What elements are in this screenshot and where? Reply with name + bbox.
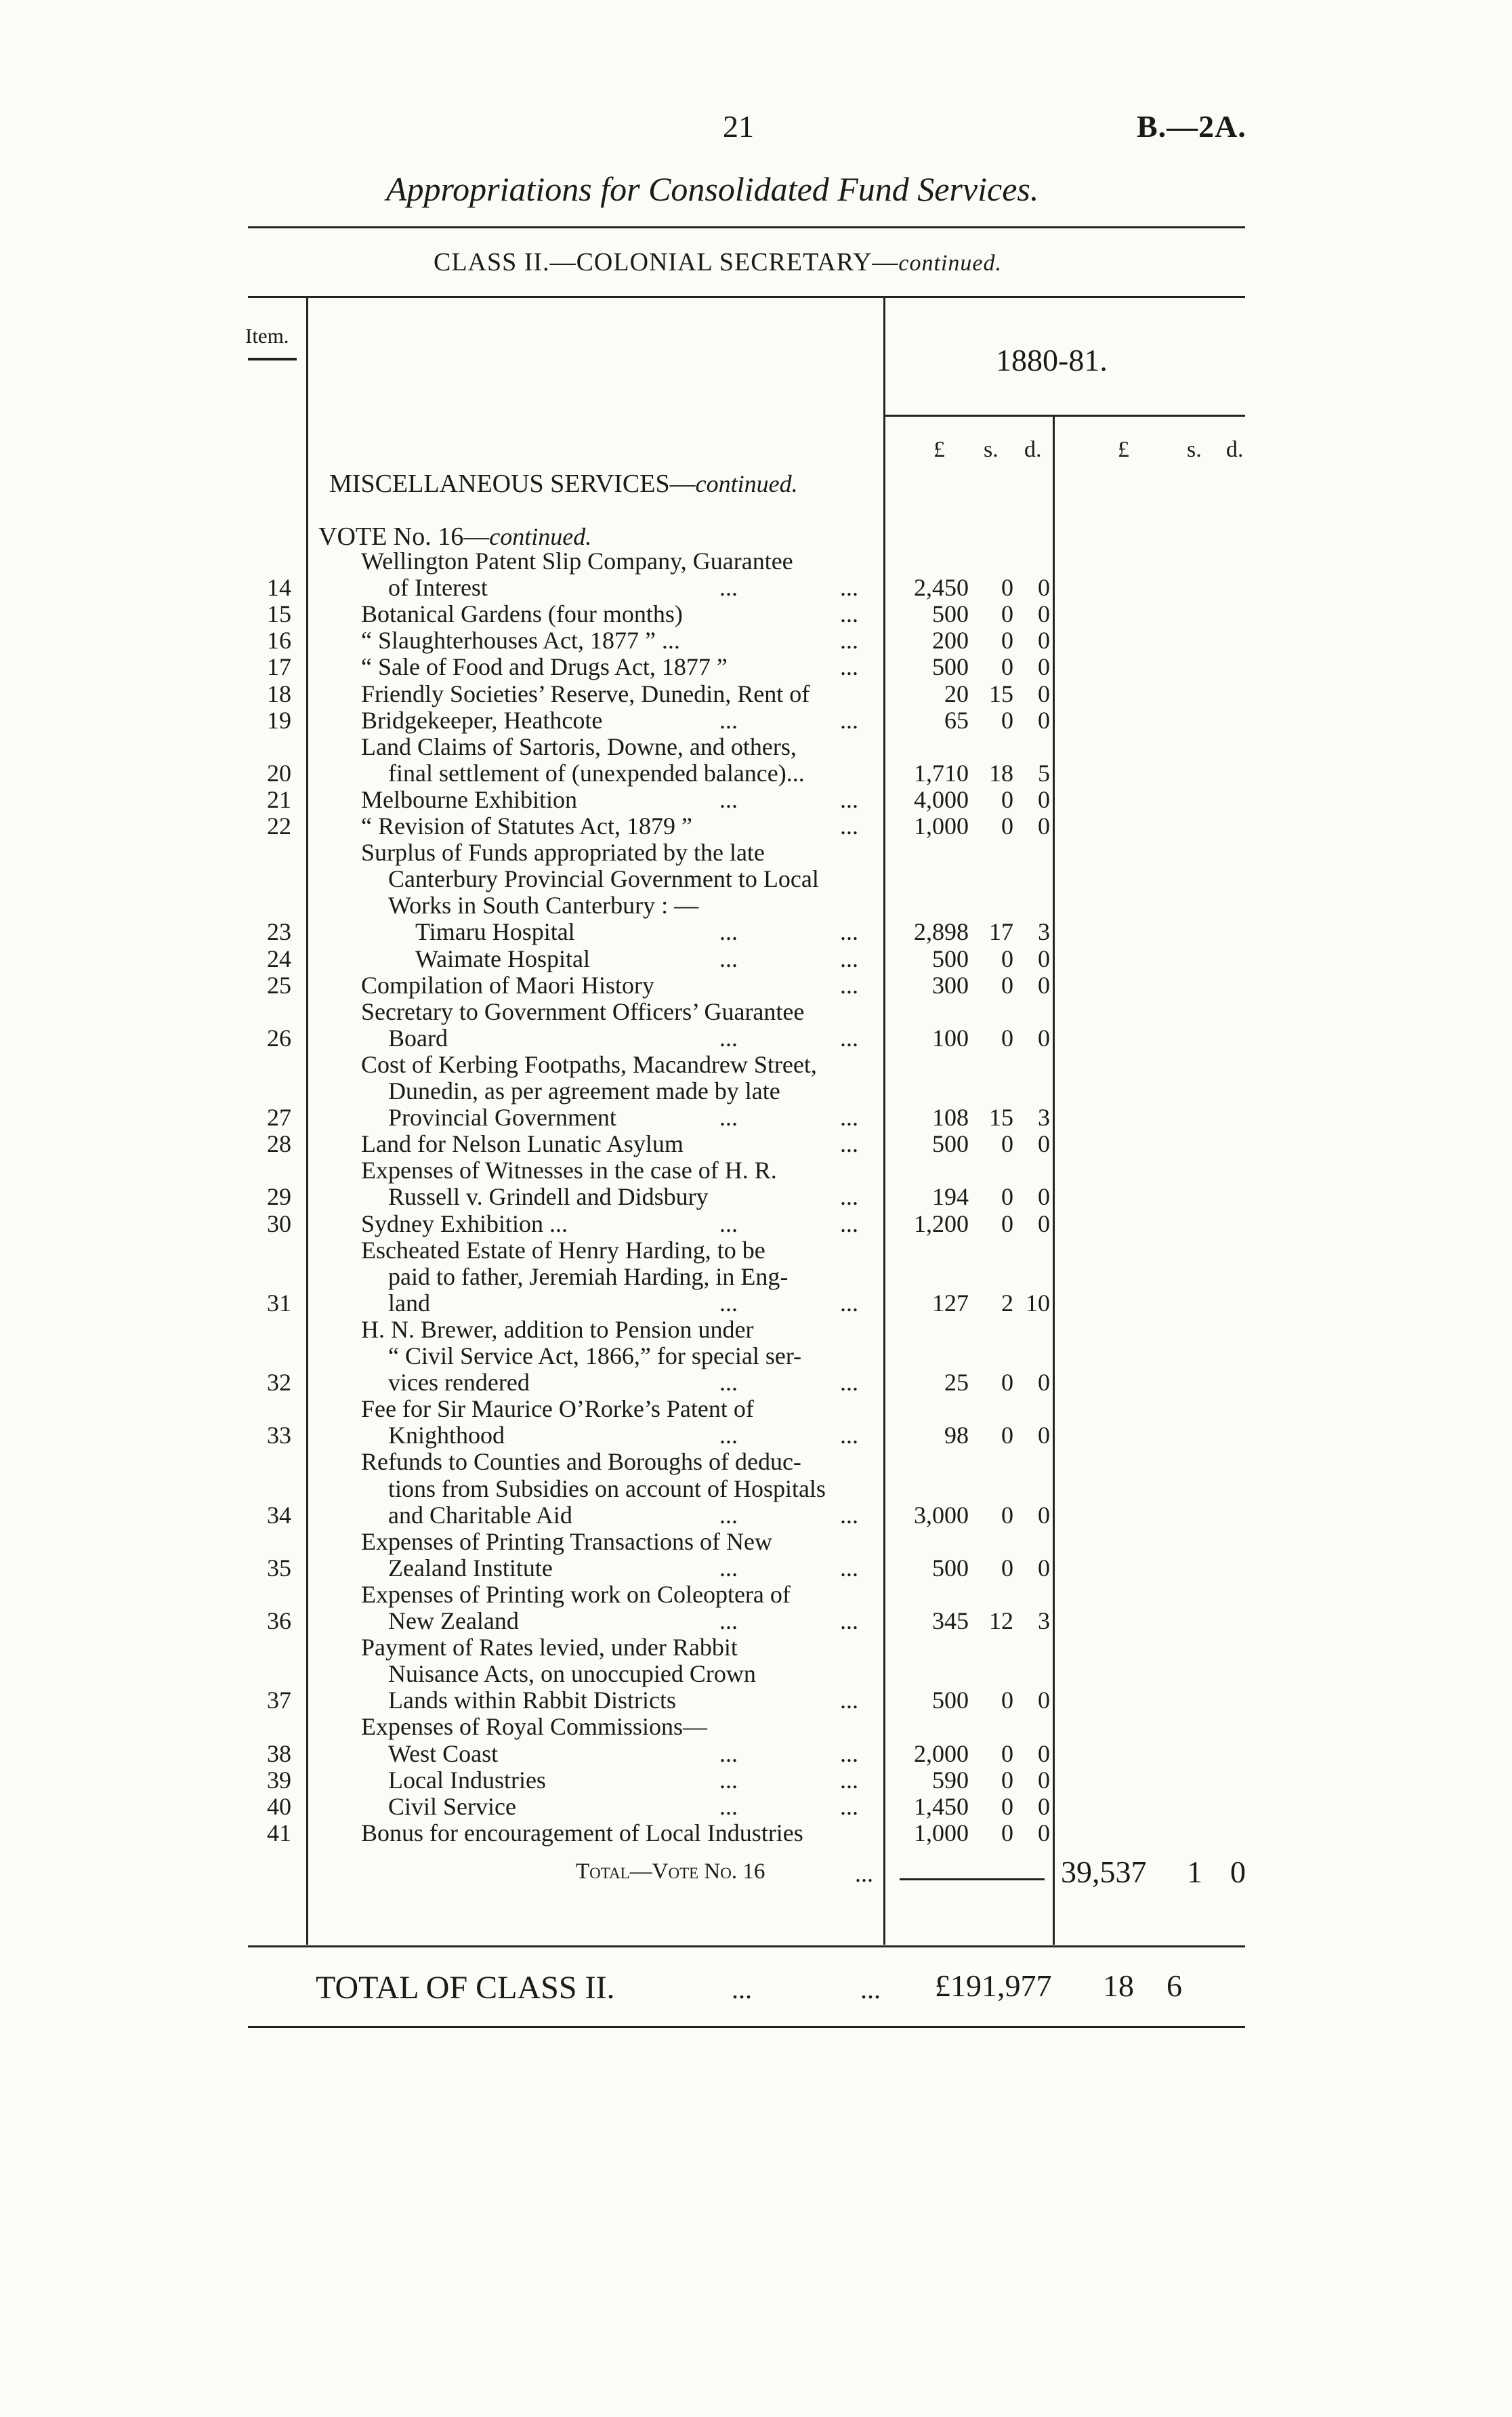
amount-pounds: 2,000 bbox=[914, 1739, 969, 1767]
amount-shillings: 0 bbox=[1001, 627, 1013, 655]
amount-pounds: 2,898 bbox=[914, 918, 969, 946]
list-item bbox=[0, 812, 1512, 840]
item-description: Canterbury Provincial Government to Local bbox=[388, 865, 819, 893]
item-number: 24 bbox=[267, 945, 291, 972]
leader-dots: ... bbox=[719, 1024, 738, 1052]
amount-shillings: 0 bbox=[1001, 1422, 1013, 1449]
amount-pence: 0 bbox=[1038, 785, 1050, 813]
list-item bbox=[0, 1793, 1512, 1820]
amount-shillings: 18 bbox=[989, 759, 1013, 787]
amount-pounds: 500 bbox=[932, 1687, 969, 1714]
section-heading-suffix: continued. bbox=[695, 470, 798, 497]
amount-pounds: 200 bbox=[932, 627, 969, 655]
vote-total-pence: 0 bbox=[1230, 1855, 1246, 1889]
list-item bbox=[0, 1183, 1512, 1210]
leader-dots: ... bbox=[840, 706, 858, 734]
item-description: Land for Nelson Lunatic Asylum bbox=[361, 1130, 684, 1158]
item-description: West Coast bbox=[388, 1739, 499, 1767]
class-total-amount: £191,977 bbox=[935, 1968, 1052, 2003]
amount-shillings: 0 bbox=[1001, 1024, 1013, 1052]
item-description: vices rendered bbox=[388, 1369, 530, 1397]
amount-shillings: 0 bbox=[1001, 945, 1013, 972]
class-total-pence: 6 bbox=[1167, 1968, 1182, 2003]
amount-pounds: 1,450 bbox=[914, 1792, 969, 1820]
item-number: 39 bbox=[267, 1766, 291, 1794]
item-number: 14 bbox=[267, 574, 291, 602]
section-heading bbox=[329, 469, 798, 499]
amount-pence: 5 bbox=[1038, 759, 1050, 787]
leader-dots: ... bbox=[840, 1766, 858, 1794]
leader-dots: ... bbox=[719, 1422, 738, 1449]
item-description: Dunedin, as per agreement made by late bbox=[388, 1077, 780, 1104]
item-description: Payment of Rates levied, under Rabbit bbox=[361, 1634, 738, 1661]
list-item bbox=[0, 972, 1512, 999]
item-description: Wellington Patent Slip Company, Guarantee bbox=[361, 548, 793, 575]
leader-dots: ... bbox=[840, 1792, 858, 1820]
list-item bbox=[0, 1422, 1512, 1449]
list-item bbox=[0, 1687, 1512, 1714]
amount-pounds: 500 bbox=[932, 653, 969, 681]
item-number: 19 bbox=[267, 706, 291, 734]
list-item bbox=[0, 1104, 1512, 1131]
leader-dots: ... bbox=[719, 1766, 738, 1794]
leader-dots: ... bbox=[840, 627, 858, 655]
item-description: Bridgekeeper, Heathcote bbox=[361, 706, 603, 734]
list-item bbox=[0, 1819, 1512, 1846]
leader-dots: ... bbox=[840, 1024, 858, 1052]
list-item bbox=[0, 1395, 1512, 1422]
amount-pence: 3 bbox=[1038, 1104, 1050, 1132]
item-number: 32 bbox=[267, 1369, 291, 1397]
leader-dots: ... bbox=[840, 945, 858, 972]
amount-pence: 0 bbox=[1038, 1501, 1050, 1529]
amount-shillings: 0 bbox=[1001, 812, 1013, 840]
list-item bbox=[0, 1713, 1512, 1740]
list-item bbox=[0, 1210, 1512, 1237]
amount-shillings: 0 bbox=[1001, 1369, 1013, 1397]
leader-dots: ... bbox=[840, 1104, 858, 1132]
amount-shillings: 0 bbox=[1001, 971, 1013, 999]
amount-pounds: 194 bbox=[932, 1183, 969, 1211]
amount-pence: 0 bbox=[1038, 600, 1050, 628]
list-item bbox=[0, 548, 1512, 575]
item-description: “ Sale of Food and Drugs Act, 1877 ” bbox=[361, 653, 728, 681]
list-item bbox=[0, 1289, 1512, 1317]
leader-dots: ... bbox=[840, 812, 858, 840]
amount-pounds: 65 bbox=[944, 706, 969, 734]
amount-shillings: 0 bbox=[1001, 1739, 1013, 1767]
list-item bbox=[0, 1740, 1512, 1767]
class-total-dots-2: ... bbox=[860, 1974, 881, 2004]
section-heading-main: MISCELLANEOUS SERVICES— bbox=[329, 470, 696, 498]
leader-dots: ... bbox=[719, 785, 738, 813]
list-item bbox=[0, 1607, 1512, 1634]
leader-dots: ... bbox=[840, 1607, 858, 1634]
amount-pence: 0 bbox=[1038, 1422, 1050, 1449]
amount-pence: 0 bbox=[1038, 1130, 1050, 1158]
leader-dots: ... bbox=[840, 574, 858, 602]
list-item bbox=[0, 653, 1512, 680]
amount-shillings: 2 bbox=[1001, 1289, 1013, 1317]
amount-pounds: 1,000 bbox=[914, 812, 969, 840]
leader-dots: ... bbox=[840, 600, 858, 628]
amount-pounds: 127 bbox=[932, 1289, 969, 1317]
item-description: Botanical Gardens (four months) bbox=[361, 600, 683, 628]
amount-pence: 0 bbox=[1038, 1369, 1050, 1397]
item-description: Works in South Canterbury : — bbox=[388, 892, 699, 920]
amount-shillings: 0 bbox=[1001, 1792, 1013, 1820]
list-item bbox=[0, 1316, 1512, 1343]
item-description: Civil Service bbox=[388, 1792, 516, 1820]
leader-dots: ... bbox=[840, 653, 858, 681]
amount-pence: 0 bbox=[1038, 1210, 1050, 1237]
item-number: 29 bbox=[267, 1183, 291, 1211]
amount-pence: 0 bbox=[1038, 945, 1050, 972]
pence-total-header: d. bbox=[1226, 437, 1244, 462]
vote-heading-main: VOTE No. 16— bbox=[318, 522, 490, 551]
amount-shillings: 0 bbox=[1001, 1819, 1013, 1846]
amount-pence: 0 bbox=[1038, 812, 1050, 840]
list-item bbox=[0, 574, 1512, 601]
amount-pounds: 2,450 bbox=[914, 574, 969, 602]
list-item bbox=[0, 1767, 1512, 1794]
list-item bbox=[0, 865, 1512, 892]
leader-dots: ... bbox=[719, 1369, 738, 1397]
leader-dots: ... bbox=[840, 1130, 858, 1158]
amount-pounds: 4,000 bbox=[914, 785, 969, 813]
leader-dots: ... bbox=[840, 1183, 858, 1211]
amount-pounds: 3,000 bbox=[914, 1501, 969, 1529]
amount-shillings: 0 bbox=[1001, 1687, 1013, 1714]
item-description: Escheated Estate of Henry Harding, to be bbox=[361, 1236, 765, 1264]
list-item bbox=[0, 1554, 1512, 1582]
class-total-rule bbox=[248, 2026, 1245, 2028]
pound-total-header: £ bbox=[1118, 437, 1129, 462]
list-item bbox=[0, 1369, 1512, 1396]
item-description: Expenses of Printing work on Coleoptera of bbox=[361, 1580, 791, 1608]
vote-heading-suffix: continued. bbox=[489, 523, 592, 550]
item-number: 23 bbox=[267, 918, 291, 946]
item-description: Board bbox=[388, 1024, 448, 1052]
amount-pence: 0 bbox=[1038, 627, 1050, 655]
amount-shillings: 0 bbox=[1001, 706, 1013, 734]
list-item bbox=[0, 1051, 1512, 1078]
amount-pounds: 345 bbox=[932, 1607, 969, 1634]
shillings-total-header: s. bbox=[1187, 437, 1202, 462]
leader-dots: ... bbox=[840, 1501, 858, 1529]
item-description: “ Revision of Statutes Act, 1879 ” bbox=[361, 812, 692, 840]
amount-pounds: 1,000 bbox=[914, 1819, 969, 1846]
list-item bbox=[0, 707, 1512, 734]
leader-dots: ... bbox=[719, 1104, 738, 1132]
leader-dots: ... bbox=[840, 785, 858, 813]
leader-dots: ... bbox=[719, 1210, 738, 1237]
item-description: Expenses of Witnesses in the case of H. R. bbox=[361, 1157, 777, 1184]
item-number: 33 bbox=[267, 1422, 291, 1449]
item-description: land bbox=[388, 1289, 430, 1317]
amount-shillings: 0 bbox=[1001, 1554, 1013, 1582]
amount-pence: 0 bbox=[1038, 653, 1050, 681]
amount-pounds: 500 bbox=[932, 945, 969, 972]
amount-shillings: 0 bbox=[1001, 1183, 1013, 1211]
leader-dots: ... bbox=[840, 1289, 858, 1317]
amount-shillings: 12 bbox=[989, 1607, 1013, 1634]
leader-dots: ... bbox=[719, 1792, 738, 1820]
vote-total-shillings: 1 bbox=[1187, 1855, 1202, 1889]
item-description: Land Claims of Sartoris, Downe, and others, bbox=[361, 732, 797, 760]
item-description: of Interest bbox=[388, 574, 488, 602]
list-item bbox=[0, 1475, 1512, 1502]
amount-shillings: 0 bbox=[1001, 1501, 1013, 1529]
leader-dots: ... bbox=[840, 1422, 858, 1449]
amount-pounds: 1,710 bbox=[914, 759, 969, 787]
list-item bbox=[0, 839, 1512, 866]
leader-dots: ... bbox=[719, 1501, 738, 1529]
amount-pounds: 300 bbox=[932, 971, 969, 999]
list-item bbox=[0, 1448, 1512, 1475]
leader-dots: ... bbox=[719, 945, 738, 972]
item-number: 21 bbox=[267, 785, 291, 813]
leader-dots: ... bbox=[840, 1739, 858, 1767]
item-description: “ Slaughterhouses Act, 1877 ” ... bbox=[361, 627, 680, 655]
item-number: 37 bbox=[267, 1687, 291, 1714]
amount-shillings: 0 bbox=[1001, 1210, 1013, 1237]
list-item bbox=[0, 1025, 1512, 1052]
item-description: Expenses of Printing Transactions of New bbox=[361, 1527, 772, 1555]
item-number: 28 bbox=[267, 1130, 291, 1158]
pound-header: £ bbox=[933, 437, 945, 462]
list-item bbox=[0, 1581, 1512, 1608]
item-description: Waimate Hospital bbox=[415, 945, 591, 972]
item-description: paid to father, Jeremiah Harding, in Eng- bbox=[388, 1262, 789, 1290]
class-total-shillings: 18 bbox=[1103, 1968, 1134, 2003]
item-number: 31 bbox=[267, 1289, 291, 1317]
item-description: Timaru Hospital bbox=[415, 918, 575, 946]
vote-total-dash bbox=[900, 1878, 1045, 1880]
amount-pence: 0 bbox=[1038, 1554, 1050, 1582]
item-description: Surplus of Funds appropriated by the late bbox=[361, 839, 765, 867]
item-description: Friendly Societies’ Reserve, Dunedin, Rent of bbox=[361, 680, 810, 707]
class-heading-main: CLASS II.—COLONIAL SECRETARY— bbox=[434, 248, 899, 276]
item-description: H. N. Brewer, addition to Pension under bbox=[361, 1315, 754, 1343]
class-heading-suffix: continued. bbox=[898, 251, 1002, 276]
leader-dots: ... bbox=[719, 1289, 738, 1317]
item-number: 40 bbox=[267, 1792, 291, 1820]
amount-pence: 10 bbox=[1026, 1289, 1050, 1317]
list-item bbox=[0, 733, 1512, 760]
leader-dots: ... bbox=[719, 1607, 738, 1634]
item-header-rule bbox=[248, 358, 297, 360]
list-item bbox=[0, 998, 1512, 1025]
class-total-dots: ... bbox=[732, 1974, 752, 2004]
amount-pounds: 500 bbox=[932, 1554, 969, 1582]
table-top-rule bbox=[248, 296, 1245, 298]
item-number: 34 bbox=[267, 1501, 291, 1529]
list-item bbox=[0, 892, 1512, 919]
item-description: Local Industries bbox=[388, 1766, 546, 1794]
class-heading bbox=[434, 247, 1002, 277]
list-item bbox=[0, 680, 1512, 707]
vote-total-dots: ... bbox=[855, 1860, 873, 1887]
list-item bbox=[0, 600, 1512, 627]
amount-shillings: 15 bbox=[989, 1104, 1013, 1132]
amount-pounds: 1,200 bbox=[914, 1210, 969, 1237]
class-total-label: TOTAL OF CLASS II. bbox=[316, 1970, 615, 2006]
item-description: “ Civil Service Act, 1866,” for special ser- bbox=[388, 1342, 802, 1369]
item-number: 20 bbox=[267, 759, 291, 787]
list-item bbox=[0, 1528, 1512, 1555]
amount-pence: 0 bbox=[1038, 1792, 1050, 1820]
item-number: 27 bbox=[267, 1104, 291, 1132]
item-number: 30 bbox=[267, 1210, 291, 1237]
amount-shillings: 0 bbox=[1001, 600, 1013, 628]
amount-shillings: 0 bbox=[1001, 1766, 1013, 1794]
table-bottom-rule bbox=[248, 1945, 1245, 1947]
list-item bbox=[0, 1660, 1512, 1687]
leader-dots: ... bbox=[840, 918, 858, 946]
list-item bbox=[0, 1157, 1512, 1184]
list-item bbox=[0, 1263, 1512, 1290]
title-rule bbox=[248, 226, 1245, 228]
leader-dots: ... bbox=[719, 706, 738, 734]
amount-pence: 3 bbox=[1038, 1607, 1050, 1634]
list-item bbox=[0, 1342, 1512, 1369]
amount-pence: 0 bbox=[1038, 1183, 1050, 1211]
item-description: Knighthood bbox=[388, 1422, 505, 1449]
item-number: 26 bbox=[267, 1024, 291, 1052]
item-column-header: Item. bbox=[245, 324, 289, 348]
page-number: 21 bbox=[723, 109, 754, 144]
list-item bbox=[0, 627, 1512, 654]
list-item bbox=[0, 1634, 1512, 1661]
list-item bbox=[0, 1237, 1512, 1264]
list-item bbox=[0, 1502, 1512, 1529]
amount-pounds: 25 bbox=[944, 1369, 969, 1397]
item-description: Fee for Sir Maurice O’Rorke’s Patent of bbox=[361, 1395, 754, 1423]
amount-pounds: 108 bbox=[932, 1104, 969, 1132]
amount-pence: 0 bbox=[1038, 1739, 1050, 1767]
item-description: Bonus for encouragement of Local Industries bbox=[361, 1819, 803, 1846]
leader-dots: ... bbox=[840, 1210, 858, 1237]
item-description: tions from Subsidies on account of Hospitals bbox=[388, 1474, 826, 1502]
item-number: 36 bbox=[267, 1607, 291, 1634]
amount-pence: 0 bbox=[1038, 1766, 1050, 1794]
vote-total-pounds: 39,537 bbox=[1061, 1855, 1147, 1889]
item-description: Provincial Government bbox=[388, 1104, 616, 1132]
amount-shillings: 0 bbox=[1001, 653, 1013, 681]
item-number: 38 bbox=[267, 1739, 291, 1767]
item-description: Refunds to Counties and Boroughs of deduc- bbox=[361, 1448, 801, 1476]
shillings-header: s. bbox=[984, 437, 999, 462]
vote-total-label: Total—Vote No. 16 bbox=[576, 1859, 765, 1884]
document-reference: B.—2A. bbox=[1137, 109, 1246, 144]
list-item bbox=[0, 1130, 1512, 1157]
list-item bbox=[0, 760, 1512, 787]
amount-pence: 0 bbox=[1038, 1687, 1050, 1714]
amount-pounds: 500 bbox=[932, 600, 969, 628]
amount-pence: 0 bbox=[1038, 1819, 1050, 1846]
item-description: New Zealand bbox=[388, 1607, 519, 1634]
leader-dots: ... bbox=[719, 1739, 738, 1767]
amount-pence: 3 bbox=[1038, 918, 1050, 946]
item-description: Sydney Exhibition ... bbox=[361, 1210, 568, 1237]
amount-shillings: 0 bbox=[1001, 574, 1013, 602]
leader-dots: ... bbox=[840, 1554, 858, 1582]
leader-dots: ... bbox=[719, 574, 738, 602]
item-description: Expenses of Royal Commissions— bbox=[361, 1713, 707, 1741]
item-description: Melbourne Exhibition bbox=[361, 785, 577, 813]
page-title: Appropriations for Consolidated Fund Services. bbox=[386, 170, 1039, 208]
leader-dots: ... bbox=[719, 1554, 738, 1582]
list-item bbox=[0, 1077, 1512, 1104]
item-number: 15 bbox=[267, 600, 291, 628]
list-item bbox=[0, 786, 1512, 813]
item-description: Compilation of Maori History bbox=[361, 971, 654, 999]
item-number: 41 bbox=[267, 1819, 291, 1846]
item-number: 35 bbox=[267, 1554, 291, 1582]
amount-pounds: 500 bbox=[932, 1130, 969, 1158]
item-number: 25 bbox=[267, 971, 291, 999]
item-description: Lands within Rabbit Districts bbox=[388, 1687, 676, 1714]
item-description: and Charitable Aid bbox=[388, 1501, 572, 1529]
year-rule bbox=[883, 415, 1245, 417]
amount-shillings: 0 bbox=[1001, 1130, 1013, 1158]
leader-dots: ... bbox=[840, 971, 858, 999]
amount-shillings: 15 bbox=[989, 680, 1013, 707]
amount-pence: 0 bbox=[1038, 574, 1050, 602]
amount-pence: 0 bbox=[1038, 1024, 1050, 1052]
leader-dots: ... bbox=[719, 918, 738, 946]
amount-pence: 0 bbox=[1038, 706, 1050, 734]
item-description: Secretary to Government Officers’ Guarantee bbox=[361, 997, 805, 1025]
amount-shillings: 0 bbox=[1001, 785, 1013, 813]
amount-pounds: 98 bbox=[944, 1422, 969, 1449]
amount-pounds: 590 bbox=[932, 1766, 969, 1794]
item-number: 17 bbox=[267, 653, 291, 681]
item-number: 18 bbox=[267, 680, 291, 707]
item-number: 22 bbox=[267, 812, 291, 840]
item-description: Nuisance Acts, on unoccupied Crown bbox=[388, 1660, 756, 1688]
list-item bbox=[0, 945, 1512, 972]
pence-header: d. bbox=[1024, 437, 1042, 462]
amount-pounds: 100 bbox=[932, 1024, 969, 1052]
item-description: Russell v. Grindell and Didsbury bbox=[388, 1183, 709, 1211]
item-description: final settlement of (unexpended balance)... bbox=[388, 759, 805, 787]
amount-pounds: 20 bbox=[944, 680, 969, 707]
amount-pence: 0 bbox=[1038, 971, 1050, 999]
amount-shillings: 17 bbox=[989, 918, 1013, 946]
item-description: Cost of Kerbing Footpaths, Macandrew Street, bbox=[361, 1050, 817, 1078]
leader-dots: ... bbox=[840, 1369, 858, 1397]
item-description: Zealand Institute bbox=[388, 1554, 553, 1582]
leader-dots: ... bbox=[840, 1687, 858, 1714]
amount-pence: 0 bbox=[1038, 680, 1050, 707]
year-header: 1880-81. bbox=[996, 343, 1108, 377]
item-number: 16 bbox=[267, 627, 291, 655]
list-item bbox=[0, 918, 1512, 945]
